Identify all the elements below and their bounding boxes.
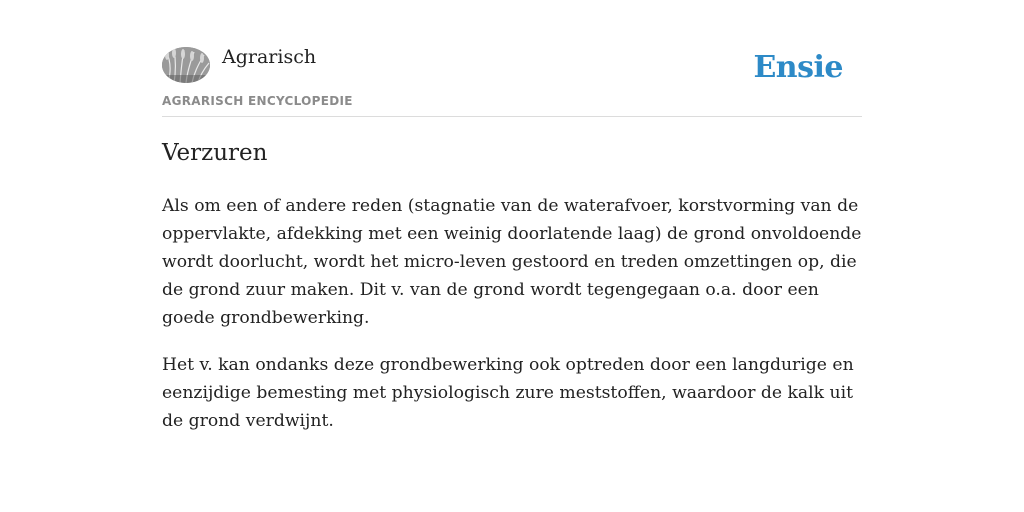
wheat-icon-graphic <box>162 47 210 83</box>
wheat-icon[interactable] <box>162 47 210 83</box>
article-body <box>162 192 867 454</box>
ensie-logo-link[interactable]: Ensie <box>753 50 843 85</box>
publication-subtitle: AGRARISCH ENCYCLOPEDIE <box>162 94 353 108</box>
article-title: Verzuren <box>162 140 268 166</box>
article-paragraph: Als om een of andere reden (stagnatie van de waterafvoer, korstvorming van de oppervlakte, afdekking met een weinig doorlatende laag) de grond onvoldoende wordt doorlucht, wordt het micro-leven gestoord en treden omzettingen op, die de grond zuur maken. Dit v. van de grond wordt tegengegaan o.a. door een goede grondbewerking. <box>162 196 862 328</box>
publication-name-link[interactable]: Agrarisch <box>222 46 317 68</box>
site-header <box>162 44 862 117</box>
article-paragraph: Het v. kan ondanks deze grondbewerking ook optreden door een langdurige en eenzijdige bemesting met physiologisch zure meststoffen, waardoor de kalk uit de grond verdwijnt. <box>162 355 854 431</box>
